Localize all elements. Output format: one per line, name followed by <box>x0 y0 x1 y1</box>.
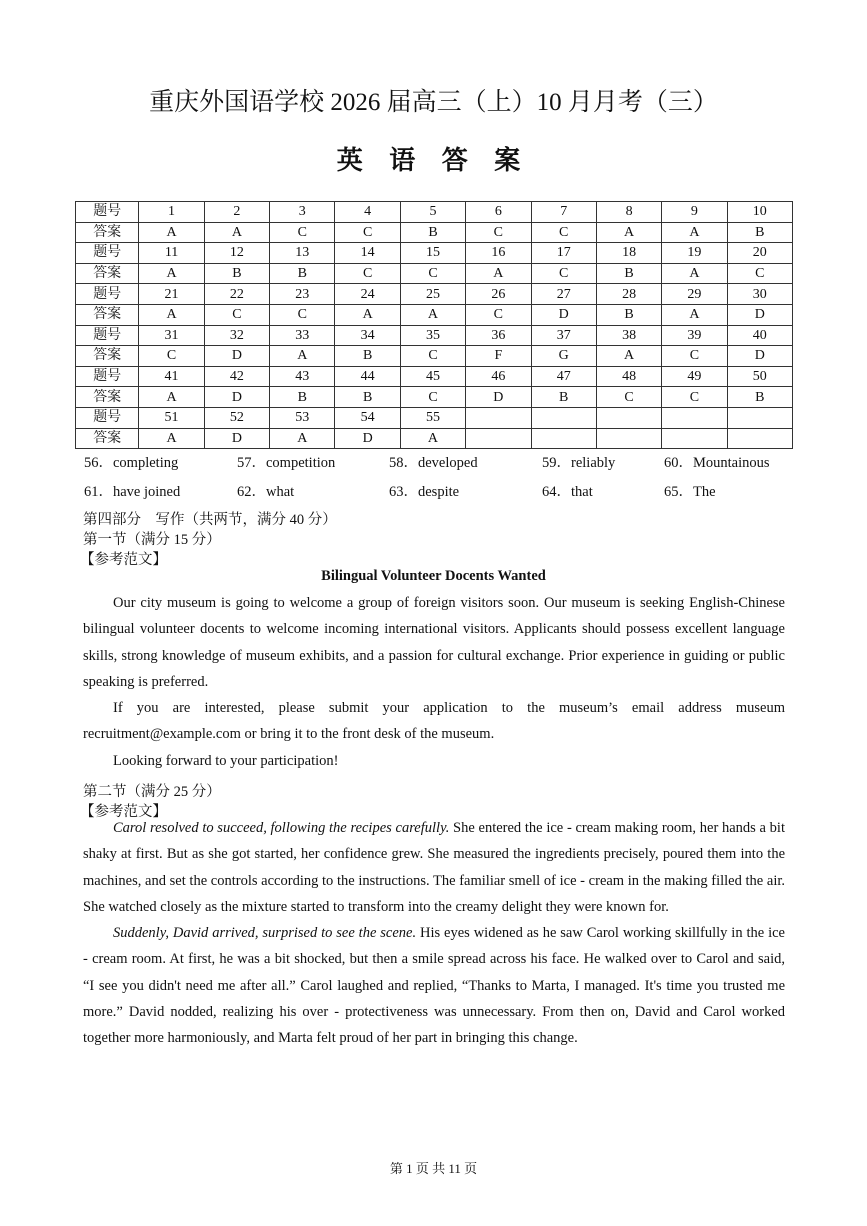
fill-in-answer: 64．that <box>542 484 593 500</box>
row-label: 答案 <box>76 346 139 367</box>
table-row <box>76 243 793 264</box>
question-number: 48 <box>596 366 661 387</box>
section2-heading: 第二节（满分 25 分） <box>83 784 221 800</box>
answer-cell: C <box>466 222 531 243</box>
answer-cell: A <box>270 428 335 449</box>
answer-cell: A <box>204 222 269 243</box>
question-number: 17 <box>531 243 596 264</box>
question-number: 27 <box>531 284 596 305</box>
question-number: 47 <box>531 366 596 387</box>
question-number: 23 <box>270 284 335 305</box>
question-number: 35 <box>400 325 465 346</box>
question-number: 46 <box>466 366 531 387</box>
table-row <box>76 263 793 284</box>
answer-cell: C <box>727 263 792 284</box>
question-number: 32 <box>204 325 269 346</box>
answer-cell: G <box>531 346 596 367</box>
fill-in-answer: 56．completing <box>84 455 179 471</box>
answer-cell: C <box>400 387 465 408</box>
question-number: 10 <box>727 202 792 223</box>
answer-cell: D <box>204 387 269 408</box>
answer-table <box>75 201 793 449</box>
answer-cell: A <box>335 304 400 325</box>
row-label: 答案 <box>76 387 139 408</box>
row-label: 题号 <box>76 284 139 305</box>
answer-cell: B <box>596 304 661 325</box>
question-number: 7 <box>531 202 596 223</box>
answer-cell: C <box>466 304 531 325</box>
row-label: 题号 <box>76 202 139 223</box>
question-number: 53 <box>270 407 335 428</box>
question-number: 20 <box>727 243 792 264</box>
answer-cell <box>662 428 727 449</box>
question-number: 16 <box>466 243 531 264</box>
question-number: 24 <box>335 284 400 305</box>
question-number: 40 <box>727 325 792 346</box>
question-number: 54 <box>335 407 400 428</box>
answer-cell: C <box>531 222 596 243</box>
question-number: 26 <box>466 284 531 305</box>
part4-heading: 第四部分 写作（共两节，满分 40 分） <box>83 512 337 528</box>
given-sentence: Suddenly, David arrived, surprised to see the scene. <box>113 925 417 942</box>
answer-cell: D <box>204 346 269 367</box>
row-label: 答案 <box>76 304 139 325</box>
question-number: 22 <box>204 284 269 305</box>
question-number: 45 <box>400 366 465 387</box>
question-number: 3 <box>270 202 335 223</box>
answer-cell: C <box>270 222 335 243</box>
answer-cell: A <box>139 304 204 325</box>
answer-cell: B <box>335 346 400 367</box>
question-number <box>727 407 792 428</box>
answer-cell: A <box>662 222 727 243</box>
question-number: 6 <box>466 202 531 223</box>
question-number <box>596 407 661 428</box>
table-row <box>76 222 793 243</box>
question-number: 44 <box>335 366 400 387</box>
answer-cell: C <box>400 346 465 367</box>
paragraph-text: His eyes widened as he saw Carol working skillfully in the ice - cream room. At first, he was a bit shocked, but then a smile spread across his face. He walked over to Carol and said, “I see you didn't need me after all.” Carol laughed and replied, “Thanks to Marta, I managed. It's time you trusted me more.” David nodded, realizing his over - protectiveness was unnecessary. From then on, David and Carol worked together more harmoniously, and Marta felt proud of her part in bringing this change. <box>83 925 785 1047</box>
page-subtitle: 英 语 答 案 <box>336 146 531 175</box>
question-number: 41 <box>139 366 204 387</box>
answer-cell: A <box>270 346 335 367</box>
question-number: 34 <box>335 325 400 346</box>
fill-in-answer: 57．competition <box>237 455 336 471</box>
table-row <box>76 407 793 428</box>
answer-cell: B <box>335 387 400 408</box>
answer-cell: C <box>139 346 204 367</box>
answer-cell: B <box>531 387 596 408</box>
answer-cell: B <box>727 387 792 408</box>
answer-cell: B <box>400 222 465 243</box>
question-number: 51 <box>139 407 204 428</box>
essay-title: Bilingual Volunteer Docents Wanted <box>321 568 546 584</box>
row-label: 答案 <box>76 263 139 284</box>
paragraph-text: She entered the ice - cream making room, her hands a bit shaky at first. But as she got started, her confidence grew. She measured the ingredients precisely, poured them into the machines, and set the controls according to the instructions. The familiar smell of ice - cream in the making filled the air. She watched closely as the mixture started to transform into the creamy delight they were known for. <box>83 820 785 915</box>
answer-cell: C <box>596 387 661 408</box>
question-number: 5 <box>400 202 465 223</box>
essay-paragraph: Looking forward to your participation! <box>113 752 339 769</box>
fill-in-answer: 61．have joined <box>84 484 181 500</box>
fill-in-answer: 60．Mountainous <box>664 455 770 471</box>
answer-cell: D <box>335 428 400 449</box>
table-row <box>76 202 793 223</box>
question-number: 21 <box>139 284 204 305</box>
question-number: 30 <box>727 284 792 305</box>
answer-cell: B <box>596 263 661 284</box>
answer-cell: A <box>139 387 204 408</box>
page-title: 重庆外国语学校 2026 届高三（上）10 月月考（三） <box>149 89 718 116</box>
answer-cell: B <box>204 263 269 284</box>
answer-cell <box>466 428 531 449</box>
answer-cell: D <box>204 428 269 449</box>
section1-heading: 第一节（满分 15 分） <box>83 532 221 548</box>
answer-cell: D <box>466 387 531 408</box>
question-number: 55 <box>400 407 465 428</box>
answer-cell: C <box>531 263 596 284</box>
question-number: 38 <box>596 325 661 346</box>
question-number: 37 <box>531 325 596 346</box>
question-number: 15 <box>400 243 465 264</box>
fill-in-answer: 58．developed <box>389 455 478 471</box>
question-number: 11 <box>139 243 204 264</box>
answer-cell: A <box>400 304 465 325</box>
answer-cell: A <box>662 304 727 325</box>
question-number <box>531 407 596 428</box>
section1-ref-label: 【参考范文】 <box>80 552 167 568</box>
answer-cell <box>531 428 596 449</box>
row-label: 题号 <box>76 325 139 346</box>
question-number: 13 <box>270 243 335 264</box>
answer-cell: C <box>204 304 269 325</box>
question-number: 18 <box>596 243 661 264</box>
question-number: 2 <box>204 202 269 223</box>
question-number: 33 <box>270 325 335 346</box>
answer-cell: D <box>727 346 792 367</box>
question-number: 9 <box>662 202 727 223</box>
row-label: 题号 <box>76 407 139 428</box>
answer-cell: D <box>727 304 792 325</box>
question-number: 43 <box>270 366 335 387</box>
fill-in-answer: 63．despite <box>389 484 460 500</box>
answer-cell: A <box>139 263 204 284</box>
question-number: 28 <box>596 284 661 305</box>
answer-cell: B <box>727 222 792 243</box>
given-sentence: Carol resolved to succeed, following the recipes carefully. <box>113 820 450 836</box>
page-footer: 第 1 页 共 11 页 <box>389 1161 478 1176</box>
answer-cell: A <box>596 346 661 367</box>
section2-ref-label: 【参考范文】 <box>80 804 167 820</box>
row-label: 答案 <box>76 428 139 449</box>
row-label: 题号 <box>76 366 139 387</box>
question-number: 1 <box>139 202 204 223</box>
question-number: 31 <box>139 325 204 346</box>
question-number: 52 <box>204 407 269 428</box>
question-number <box>662 407 727 428</box>
answer-cell: A <box>662 263 727 284</box>
row-label: 题号 <box>76 243 139 264</box>
section1-essay <box>83 590 785 774</box>
fill-in-answer: 65．The <box>664 484 716 500</box>
answer-cell: C <box>662 387 727 408</box>
answer-cell: D <box>531 304 596 325</box>
fill-in-answer: 59．reliably <box>542 455 616 471</box>
essay-paragraph: Our city museum is going to welcome a group of foreign visitors soon. Our museum is seeking English-Chinese bilingual volunteer docents to welcome incoming international visitors. Applicants should possess excellent language skills, strong knowledge of museum exhibits, and a passion for cultural exchange. Prior experience in guiding or public speaking is preferred. <box>83 595 785 690</box>
answer-cell: B <box>270 387 335 408</box>
table-row <box>76 304 793 325</box>
question-number: 49 <box>662 366 727 387</box>
fill-in-answer: 62．what <box>237 484 295 500</box>
answer-cell: A <box>596 222 661 243</box>
answer-cell <box>727 428 792 449</box>
question-number <box>466 407 531 428</box>
question-number: 42 <box>204 366 269 387</box>
answer-cell: C <box>662 346 727 367</box>
table-row <box>76 366 793 387</box>
question-number: 12 <box>204 243 269 264</box>
answer-cell: F <box>466 346 531 367</box>
question-number: 4 <box>335 202 400 223</box>
question-number: 25 <box>400 284 465 305</box>
table-row <box>76 387 793 408</box>
table-row <box>76 346 793 367</box>
question-number: 50 <box>727 366 792 387</box>
table-row <box>76 428 793 449</box>
question-number: 39 <box>662 325 727 346</box>
question-number: 29 <box>662 284 727 305</box>
table-row <box>76 284 793 305</box>
answer-cell: A <box>400 428 465 449</box>
section2-essay <box>83 815 785 1052</box>
answer-cell: A <box>466 263 531 284</box>
essay-paragraph <box>83 815 785 920</box>
answer-cell: C <box>335 222 400 243</box>
table-row <box>76 325 793 346</box>
answer-cell: C <box>270 304 335 325</box>
row-label: 答案 <box>76 222 139 243</box>
answer-cell: C <box>335 263 400 284</box>
question-number: 8 <box>596 202 661 223</box>
question-number: 19 <box>662 243 727 264</box>
answer-cell: A <box>139 428 204 449</box>
essay-paragraph: If you are interested, please submit your application to the museum’s email address museum recruitment@example.com or bring it to the front desk of the museum. <box>83 700 785 743</box>
answer-cell: B <box>270 263 335 284</box>
question-number: 14 <box>335 243 400 264</box>
answer-cell: C <box>400 263 465 284</box>
answer-cell: A <box>139 222 204 243</box>
essay-paragraph <box>83 920 785 1051</box>
answer-cell <box>596 428 661 449</box>
question-number: 36 <box>466 325 531 346</box>
